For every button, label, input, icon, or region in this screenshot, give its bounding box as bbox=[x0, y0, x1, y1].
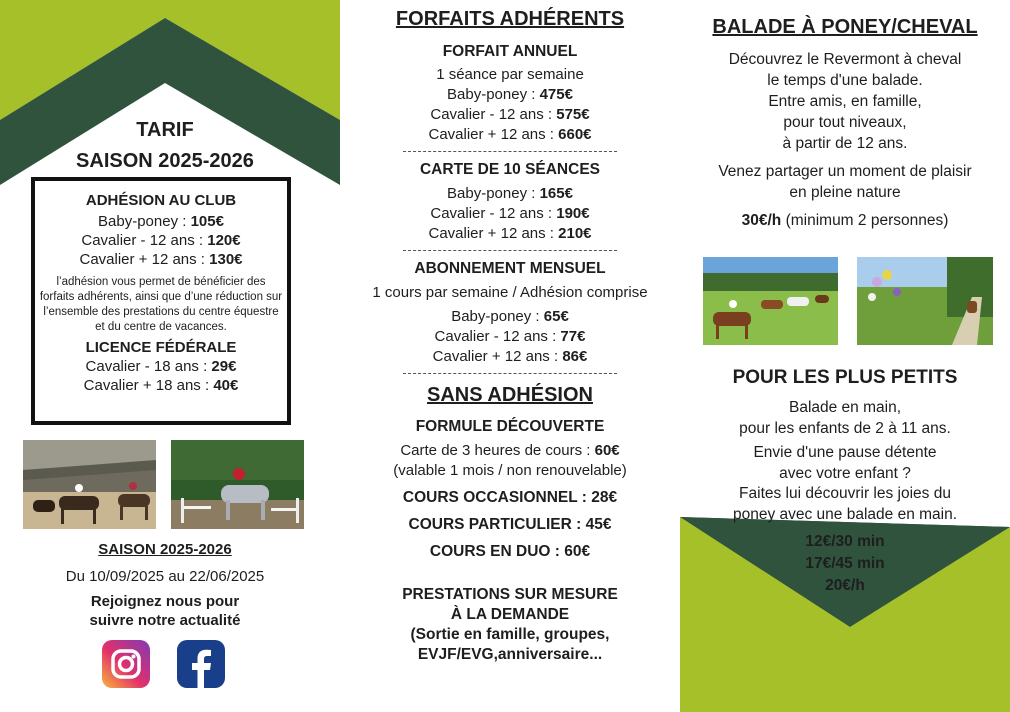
kids-prices: 12€/30 min 17€/45 min 20€/h bbox=[805, 533, 885, 594]
price-row: Cavalier - 18 ans : 29€ bbox=[85, 358, 237, 375]
card10-heading: CARTE DE 10 SÉANCES bbox=[419, 161, 600, 178]
duo-price: COURS EN DUO : 60€ bbox=[429, 543, 591, 560]
ride-photo bbox=[703, 257, 838, 345]
price-row: Baby-poney : 65€ bbox=[451, 308, 569, 325]
jumping-photo bbox=[171, 440, 304, 529]
club-note: l’adhésion vous permet de bénéficier des forfaits adhérents, ainsi que d’une réduction sur l’ensemble des prestations du centre équestre et du centre de vacances. bbox=[39, 276, 283, 333]
kids-section bbox=[680, 367, 1010, 597]
tarif-title: TARIF bbox=[136, 119, 194, 141]
follow-text: suivre notre actualité bbox=[89, 612, 241, 629]
price-row: Baby-poney : 105€ bbox=[98, 213, 224, 230]
occasional-price: COURS OCCASIONNEL : 28€ bbox=[402, 489, 618, 506]
ride-share: Venez partager un moment de plaisir en pleine nature bbox=[718, 163, 972, 201]
ride-section bbox=[680, 0, 1010, 231]
follow-text: Rejoignez nous pour bbox=[90, 593, 240, 610]
price-row: Cavalier + 12 ans : 210€ bbox=[428, 225, 592, 242]
season-heading: SAISON 2025-2026 bbox=[98, 541, 232, 558]
price-row: Cavalier + 18 ans : 40€ bbox=[83, 377, 239, 394]
licence-heading: LICENCE FÉDÉRALE bbox=[85, 339, 237, 356]
divider bbox=[403, 250, 617, 251]
right-panel bbox=[680, 0, 1010, 712]
custom-line: EVJF/EVG,anniversaire... bbox=[417, 646, 603, 663]
discovery-line: Carte de 3 heures de cours : 60€ bbox=[400, 442, 620, 459]
ride-intro: Découvrez le Revermont à cheval le temps d'une balade. Entre amis, en famille, pour tout niveaux, à partir de 12 ans. bbox=[728, 51, 962, 152]
trail-photo bbox=[857, 257, 993, 345]
instagram-icon[interactable] bbox=[102, 640, 150, 688]
arena-photo bbox=[23, 440, 156, 529]
custom-line: PRESTATIONS SUR MESURE bbox=[402, 586, 618, 603]
monthly-sub: 1 cours par semaine / Adhésion comprise bbox=[372, 284, 648, 301]
price-row: Baby-poney : 165€ bbox=[447, 185, 573, 202]
price-row: Baby-poney : 475€ bbox=[447, 86, 573, 103]
discovery-heading: FORMULE DÉCOUVERTE bbox=[415, 418, 605, 435]
price-row: Cavalier + 12 ans : 86€ bbox=[432, 348, 588, 365]
monthly-heading: ABONNEMENT MENSUEL bbox=[414, 260, 606, 277]
annual-heading: FORFAIT ANNUEL bbox=[442, 43, 578, 60]
facebook-icon[interactable] bbox=[177, 640, 225, 688]
private-price: COURS PARTICULIER : 45€ bbox=[408, 516, 612, 533]
discovery-note: (valable 1 mois / non renouvelable) bbox=[393, 462, 627, 479]
custom-line: (Sortie en famille, groupes, bbox=[410, 626, 610, 643]
kids-heading: POUR LES PLUS PETITS bbox=[732, 367, 958, 388]
price-row: Cavalier + 12 ans : 660€ bbox=[428, 126, 592, 143]
divider bbox=[403, 373, 617, 374]
ride-price: 30€/h (minimum 2 personnes) bbox=[741, 212, 949, 229]
season-dates: Du 10/09/2025 au 22/06/2025 bbox=[65, 568, 265, 585]
membership-box bbox=[31, 177, 291, 425]
season-title: SAISON 2025-2026 bbox=[76, 150, 254, 172]
left-panel bbox=[0, 0, 340, 712]
price-row: Cavalier - 12 ans : 120€ bbox=[81, 232, 241, 249]
club-heading: ADHÉSION AU CLUB bbox=[85, 192, 237, 209]
annual-sub: 1 séance par semaine bbox=[436, 66, 584, 83]
kids-text: Envie d'une pause détente avec votre enfant ? Faites lui découvrir les joies du poney avec une balade en main. bbox=[732, 444, 958, 523]
price-row: Cavalier - 12 ans : 77€ bbox=[434, 328, 586, 345]
custom-line: À LA DEMANDE bbox=[450, 606, 570, 623]
price-row: Cavalier - 12 ans : 575€ bbox=[430, 106, 590, 123]
no-membership-heading: SANS ADHÉSION bbox=[427, 384, 593, 406]
price-row: Cavalier + 12 ans : 130€ bbox=[79, 251, 243, 268]
kids-intro: Balade en main, pour les enfants de 2 à 11 ans. bbox=[739, 399, 951, 437]
members-heading: FORFAITS ADHÉRENTS bbox=[395, 8, 625, 30]
ride-heading: BALADE À PONEY/CHEVAL bbox=[712, 16, 978, 38]
divider bbox=[403, 151, 617, 152]
price-row: Cavalier - 12 ans : 190€ bbox=[430, 205, 590, 222]
middle-panel bbox=[340, 0, 680, 712]
